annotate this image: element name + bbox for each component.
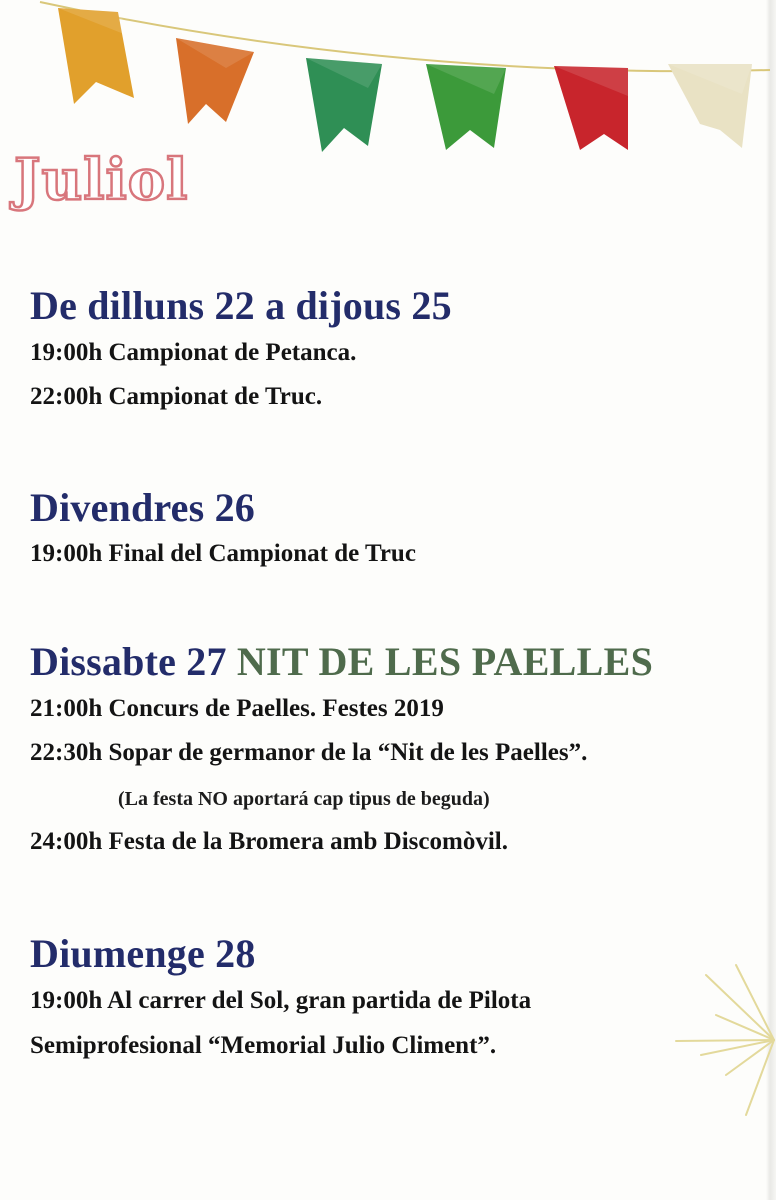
event-line: 19:00h Final del Campionat de Truc	[30, 540, 416, 567]
day-heading-date: Dissabte 27	[30, 639, 227, 684]
event-line: 22:30h Sopar de germanor de la “Nit de les Paelles”.	[30, 739, 588, 766]
event-line: 19:00h Al carrer del Sol, gran partida de Pilota	[30, 987, 532, 1014]
event-line: 24:00h Festa de la Bromera amb Discomòvil.	[30, 828, 508, 855]
day-heading	[30, 639, 654, 684]
section-saturday	[30, 639, 654, 855]
bunting-decoration	[0, 0, 776, 170]
event-line: 22:00h Campionat de Truc.	[30, 383, 323, 410]
event-line: 19:00h Campionat de Petanca.	[30, 339, 357, 366]
month-title: Juliol	[14, 147, 189, 213]
day-heading: Divendres 26	[30, 485, 255, 530]
section-sunday	[30, 931, 532, 1059]
event-line: 21:00h Concurs de Paelles. Festes 2019	[30, 695, 444, 722]
event-line: Semiprofesional “Memorial Julio Climent”.	[30, 1032, 497, 1059]
section-mon-thu	[30, 283, 452, 410]
event-note: (La festa NO aportará cap tipus de beguda)	[118, 788, 490, 810]
day-heading: De dilluns 22 a dijous 25	[30, 283, 452, 328]
firework-spark-decoration	[646, 955, 776, 1125]
event-name: NIT DE LES PAELLES	[236, 639, 654, 684]
bunting-string	[40, 2, 770, 71]
day-heading: Diumenge 28	[30, 931, 256, 976]
section-friday	[30, 485, 416, 567]
